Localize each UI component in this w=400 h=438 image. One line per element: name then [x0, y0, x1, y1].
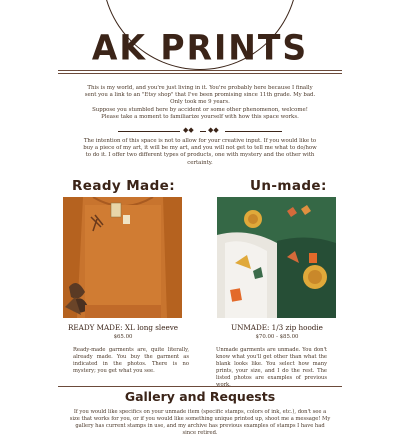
ornamental-divider [118, 127, 282, 135]
intro-line: Suppose you stumbled here by accident or some other phenomenon, welcome! [92, 106, 308, 113]
un-made-description: Unmade garments are unmade. You don't know what you'll get other than what the blank looks like. You select how many prints, your size, and I do the rest. The listed photos are examples of previous work. [216, 347, 327, 388]
gallery-rule [58, 386, 342, 387]
un-made-price: $70.00 - $85.00 [255, 334, 299, 340]
intent-text: The intention of this space is not to allow for your creative input. If you would like to buy a piece of my art, it will be my art, and you will not get to tell me what to do/how to do it. I offer two different types of products, one with mystery and the other with certainty. [83, 138, 317, 166]
gallery-heading: Gallery and Requests [124, 389, 276, 404]
intro-line: Please take a moment to familiarize yourself with how this space works. [101, 113, 299, 120]
gallery-text: If you would like specifics on your unmade item (specific stamps, colors of ink, etc.), don't see a size that works for you, or if you would like something unique printed up, shoot me a message! My gallery has current stamps in use, and my archive has previous examples of stamps I have had since retired. [69, 409, 331, 436]
ready-made-product-image[interactable] [63, 197, 182, 318]
ready-made-description: Ready-made garments are, quite literally, already made. You buy the garment as indicated in the photos. There is no mystery; you get what you see. [73, 347, 189, 374]
un-made-product-image[interactable] [217, 197, 336, 318]
ready-made-price: $65.00 [113, 334, 133, 340]
divider-line [225, 131, 282, 132]
intro-line: Only took me 9 years. [170, 99, 230, 106]
ready-made-product-name[interactable]: READY MADE: XL long sleeve [67, 323, 179, 332]
un-made-heading: Un-made: [250, 178, 327, 194]
divider-line [118, 131, 180, 132]
header-rule-top [58, 70, 342, 71]
diamond-ornament-icon: ◆◆ [208, 126, 219, 134]
intro-text [72, 85, 328, 121]
diamond-ornament-icon: ◆◆ [183, 126, 194, 134]
header-rule-bottom [58, 73, 342, 74]
divider-line [200, 131, 206, 132]
ready-made-heading: Ready Made: [72, 178, 175, 194]
un-made-product-name[interactable]: UNMADE: 1/3 zip hoodie [231, 323, 323, 332]
site-title: AK PRINTS [91, 27, 309, 68]
intro-line: This is my world, and you're just living in it. You're probably here because I finally [87, 85, 313, 91]
intro-line: sent you a link to an "Etsy shop" that I've been promising since 11th grade. My bad. [84, 92, 316, 99]
